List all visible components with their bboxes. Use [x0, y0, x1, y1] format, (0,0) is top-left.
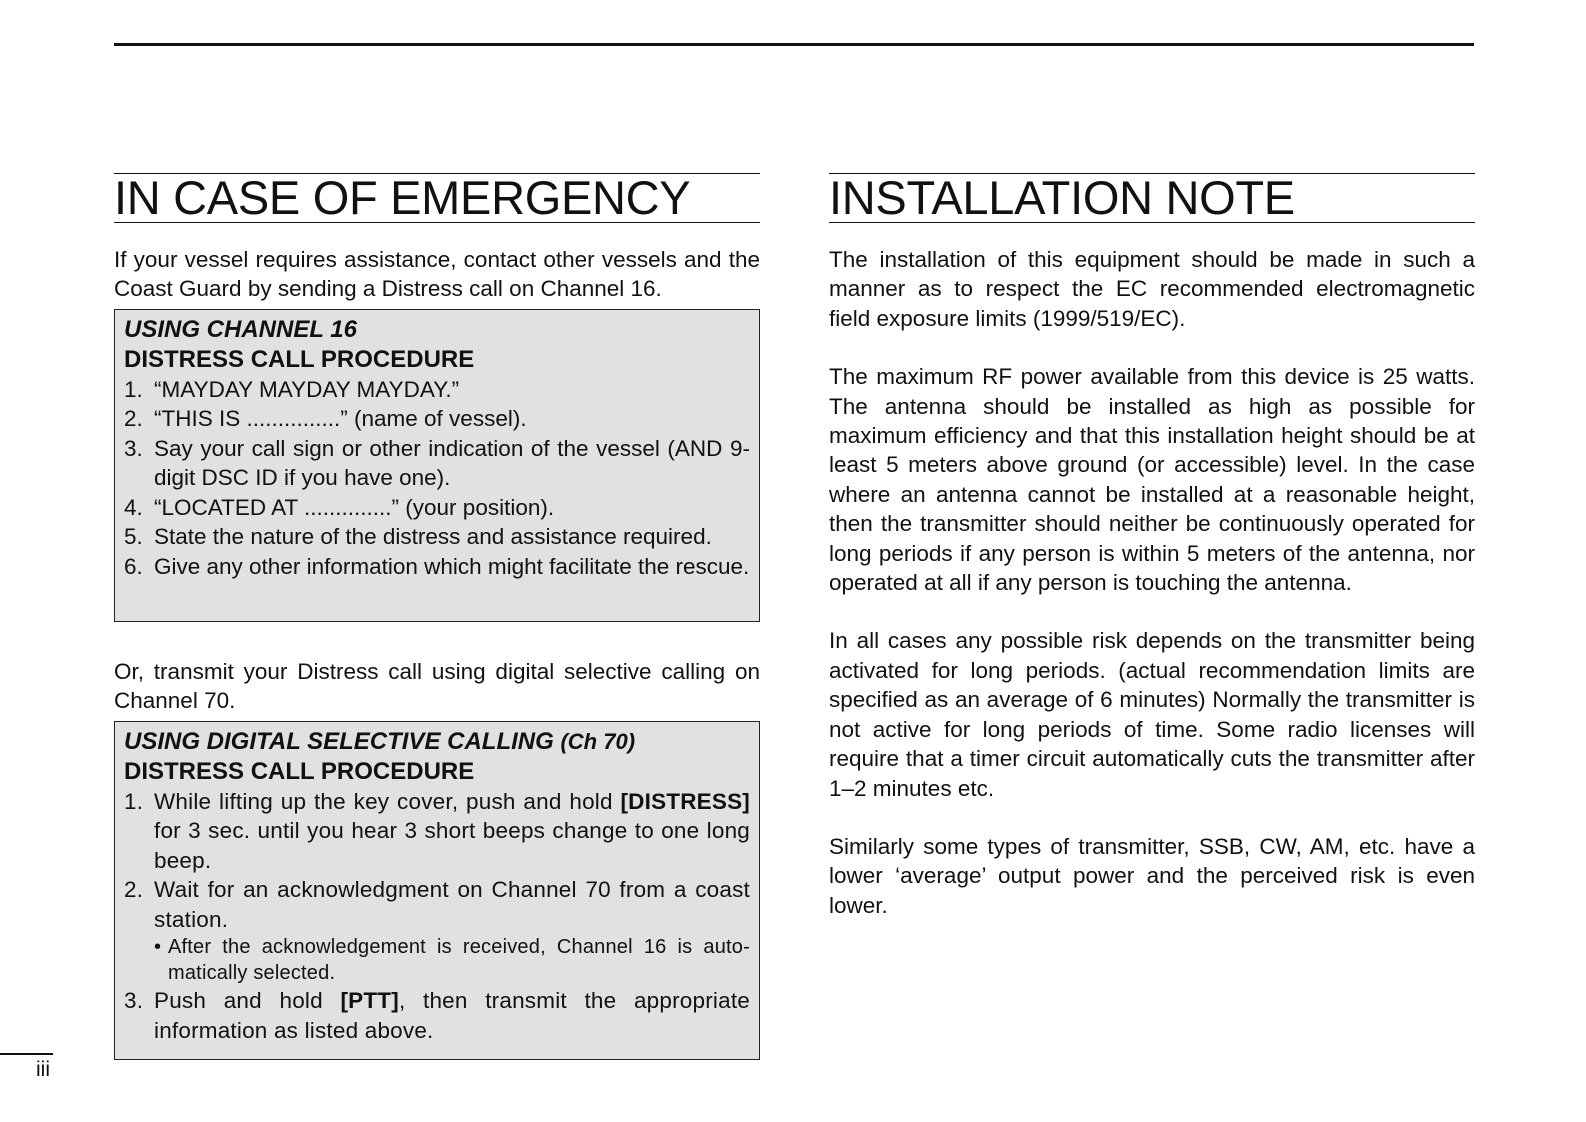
- list-item: 2. Wait for an acknowledgment on Channel 70 from a coast station. • After the acknowledgement is received, Channel 16 is auto-matically selected.: [124, 877, 750, 985]
- distress-key-label: [DISTRESS]: [620, 788, 750, 814]
- channel16-steps: [124, 375, 750, 582]
- dsc-procedure-box: [114, 721, 760, 1060]
- top-rule: [114, 43, 1474, 46]
- channel16-heading: USING CHANNEL 16: [124, 315, 357, 343]
- channel16-procedure-box: [114, 309, 760, 622]
- list-item: 2. “THIS IS ...............” (name of vessel).: [124, 406, 527, 432]
- list-item: 4. “LOCATED AT ..............” (your position).: [124, 494, 555, 520]
- installation-paragraph: The maximum RF power available from this device is 25 watts. The antenna should be installed as high as possible for maximum efficiency and that this installation height should be at least 5 meters above ground (or accessible) level. In the case where an antenna cannot be installed at a reasonable height, then the transmitter should neither be continuously operated for long periods if any person is within 5 meters of the antenna, nor operated at all if any person is touching the antenna.: [829, 364, 1475, 596]
- installation-paragraph: Similarly some types of transmitter, SSB, CW, AM, etc. have a lower ‘average’ output power and the perceived risk is even lower.: [829, 833, 1475, 918]
- emergency-title: IN CASE OF EMERGENCY: [114, 173, 760, 223]
- dsc-steps: [124, 787, 750, 1046]
- list-item: 3. Push and hold [PTT], then transmit the appropriate information as listed above.: [124, 988, 751, 1043]
- dsc-intro: Or, transmit your Distress call using digital selective calling on Channel 70.: [114, 658, 760, 714]
- list-item: 6. Give any other information which might facilitate the rescue.: [124, 553, 750, 579]
- dsc-heading: USING DIGITAL SELECTIVE CALLING (Ch 70): [124, 727, 636, 755]
- installation-column: [829, 173, 1475, 920]
- list-item: 1. While lifting up the key cover, push and hold [DISTRESS] for 3 sec. until you hear 3 short beeps change to one long beep.: [124, 788, 750, 873]
- list-item: 5. State the nature of the distress and assistance required.: [124, 524, 712, 550]
- page-number: iii: [36, 1058, 50, 1081]
- dsc-subheading: DISTRESS CALL PROCEDURE: [124, 757, 475, 785]
- page-number-rule: [0, 1053, 53, 1055]
- auto-select-note: • After the acknowledgement is received, Channel 16 is auto-matically selected.: [154, 936, 750, 985]
- list-item: 3. Say your call sign or other indication of the vessel (AND 9-digit DSC ID if you have one).: [124, 435, 750, 491]
- installation-paragraph: In all cases any possible risk depends on the transmitter being activated for long periods. (actual recommendation limits are specified as an average of 6 minutes) Normally the transmitter is not active for long periods of time. Some radio licenses will require that a timer circuit automatically cuts the transmitter after 1–2 minutes etc.: [829, 628, 1475, 801]
- installation-paragraph: The installation of this equipment should be made in such a manner as to respect the EC recommended electromagnetic field exposure limits (1999/519/EC).: [829, 247, 1475, 331]
- list-item: 1. “MAYDAY MAYDAY MAYDAY.”: [124, 376, 460, 402]
- emergency-column: [114, 173, 760, 1060]
- emergency-intro: If your vessel requires assistance, contact other vessels and the Coast Guard by sending a Distress call on Channel 16.: [114, 247, 760, 302]
- installation-title: INSTALLATION NOTE: [829, 173, 1475, 223]
- channel16-subheading: DISTRESS CALL PROCEDURE: [124, 345, 475, 373]
- ptt-key-label: [PTT]: [340, 988, 399, 1014]
